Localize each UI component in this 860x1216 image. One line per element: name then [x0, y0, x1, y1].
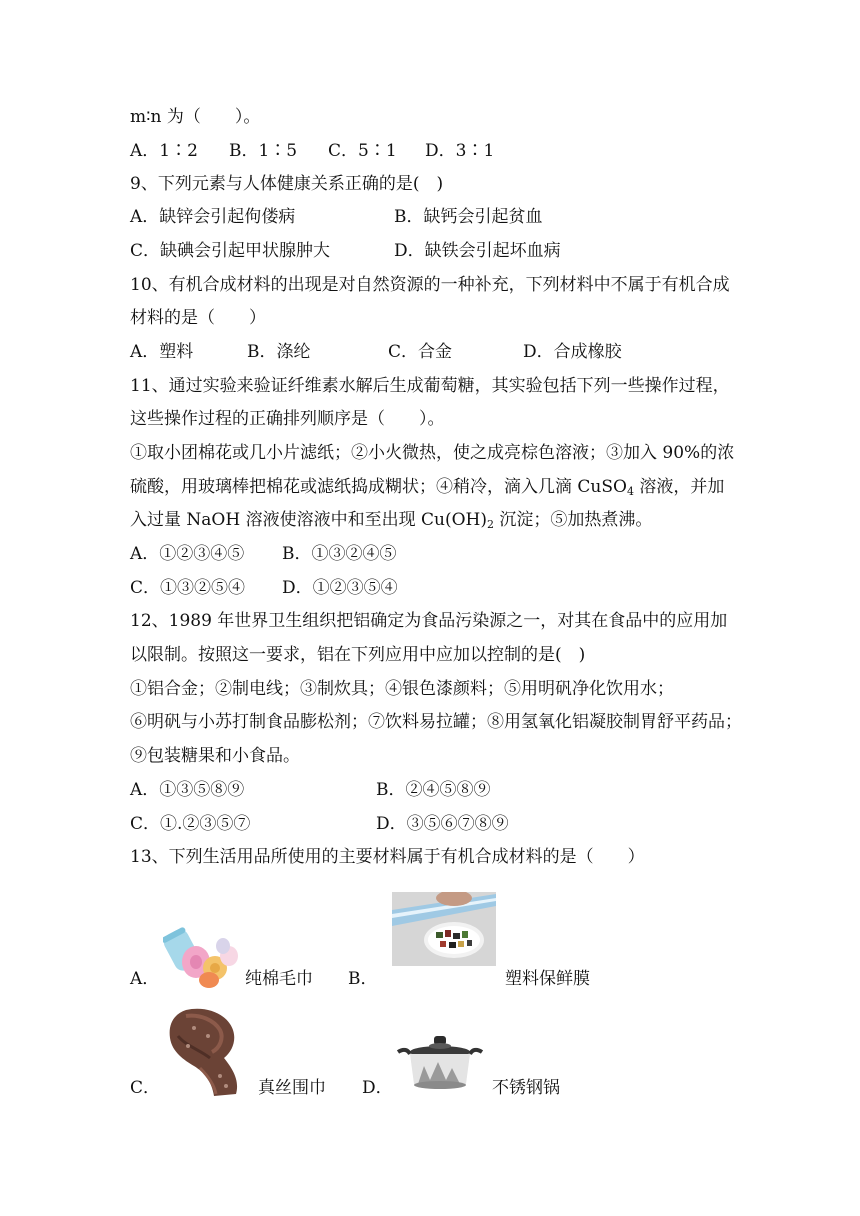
q13-option-b-letter: B． [348, 969, 378, 989]
q10-option-d: D．合成橡胶 [523, 342, 622, 362]
q11-option-a: A．①②③④⑤ [130, 544, 245, 564]
q12-option-c: C．①.②③⑤⑦ [130, 814, 251, 834]
q13-option-d-label: 不锈钢锅 [492, 1078, 560, 1098]
q12-stem-line2: 以限制。按照这一要求，铝在下列应用中应加以控制的是( ) [130, 645, 586, 665]
q8-option-a: A．1∶2 [130, 141, 198, 161]
q13-option-a-letter: A． [130, 969, 160, 989]
q9-option-a: A．缺锌会引起佝偻病 [130, 207, 296, 227]
q12-items-line3: ⑨包装糖果和小食品。 [130, 746, 300, 766]
q11-option-d: D．①②③⑤④ [282, 578, 398, 598]
q13-option-c-label: 真丝围巾 [258, 1078, 326, 1098]
q8-option-c: C．5∶1 [328, 141, 397, 161]
q12-option-b: B．②④⑤⑧⑨ [376, 780, 491, 800]
q8-option-d: D．3∶1 [425, 141, 495, 161]
q13-option-b-label: 塑料保鲜膜 [505, 969, 590, 989]
q9-option-d: D．缺铁会引起坏血病 [394, 241, 561, 261]
silk-scarf-icon [164, 1006, 246, 1098]
q11-steps-line1: ①取小团棉花或几小片滤纸；②小火微热，使之成亮棕色溶液；③加入 90%的浓 [130, 443, 735, 463]
q11-option-b: B．①③②④⑤ [282, 544, 397, 564]
q10-option-b: B．涤纶 [247, 342, 311, 362]
q10-option-c: C．合金 [388, 342, 453, 362]
q11-steps-line2: 硫酸，用玻璃棒把棉花或滤纸捣成糊状；④稍冷，滴入几滴 CuSO$_4$ 溶液，并加 [130, 477, 725, 498]
q10-stem-line2: 材料的是（ ） [130, 308, 266, 328]
q12-option-a: A．①③⑤⑧⑨ [130, 780, 245, 800]
q12-items-line2: ⑥明矾与小苏打制食品膨松剂；⑦饮料易拉罐；⑧用氢氧化铝凝胶制胃舒平药品； [130, 712, 742, 732]
q12-option-d: D．③⑤⑥⑦⑧⑨ [376, 814, 509, 834]
q9-option-b: B．缺钙会引起贫血 [394, 207, 543, 227]
towel-icon [163, 910, 245, 990]
q12-items-line1: ①铝合金；②制电线；③制炊具；④银色漆颜料；⑤用明矾净化饮用水； [130, 679, 674, 699]
q13-option-c-letter: C． [130, 1078, 161, 1098]
q13-option-d-letter: D． [362, 1078, 393, 1098]
q10-option-a: A．塑料 [130, 342, 194, 362]
q12-stem-line1: 12、1989 年世界卫生组织把铝确定为食品污染源之一，对其在食品中的应用加 [130, 611, 728, 631]
q11-stem-line1: 11、通过实验来验证纤维素水解后生成葡萄糖，其实验包括下列一些操作过程， [130, 376, 730, 396]
q13-stem: 13、下列生活用品所使用的主要材料属于有机合成材料的是（ ） [130, 847, 645, 867]
plastic-wrap-icon [392, 892, 496, 966]
q10-stem-line1: 10、有机合成材料的出现是对自然资源的一种补充，下列材料中不属于有机合成 [130, 275, 730, 295]
q9-stem: 9、下列元素与人体健康关系正确的是( ) [130, 174, 444, 194]
q13-option-a-label: 纯棉毛巾 [245, 969, 313, 989]
q9-option-c: C．缺碘会引起甲状腺肿大 [130, 241, 331, 261]
q11-steps-line3: 入过量 NaOH 溶液使溶液中和至出现 $Cu(OH)_2$ 沉淀；⑤加热煮沸。 [130, 510, 653, 531]
stainless-pot-icon [394, 1030, 486, 1094]
q8-stem-tail: m∶n 为（ ）。 [130, 107, 261, 127]
q8-option-b: B．1∶5 [229, 141, 298, 161]
q11-stem-line2: 这些操作过程的正确排列顺序是（ ）。 [130, 409, 445, 429]
q11-option-c: C．①③②⑤④ [130, 578, 246, 598]
